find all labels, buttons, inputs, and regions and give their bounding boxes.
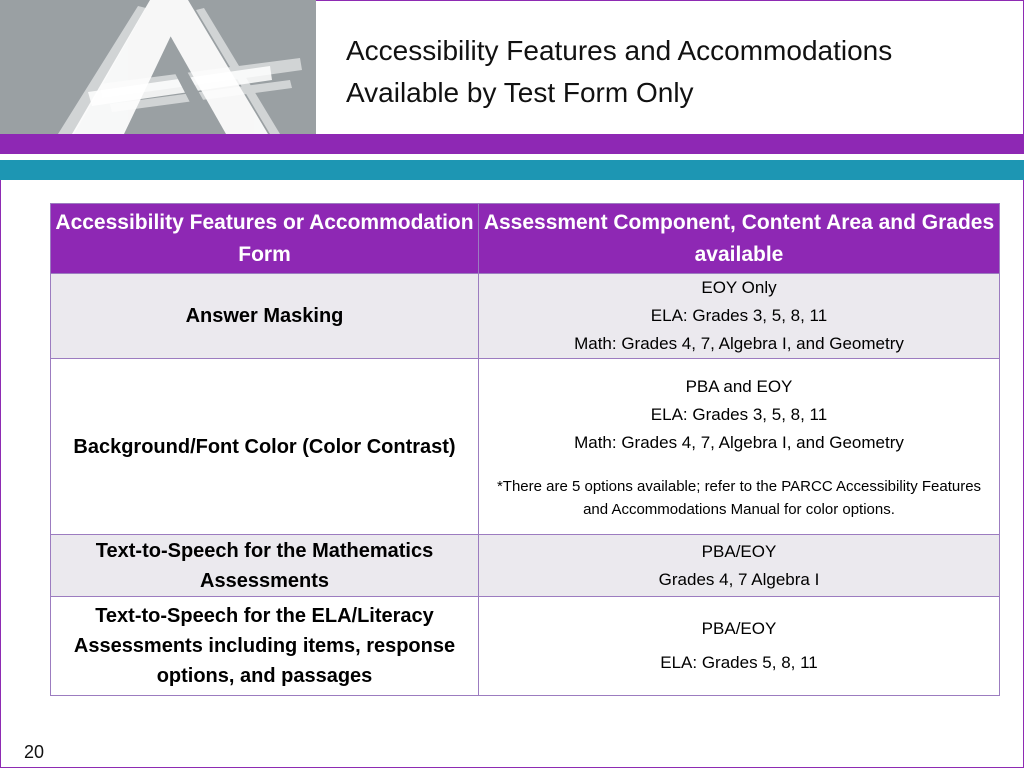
feature-cell: Text-to-Speech for the ELA/Literacy Assessments including items, response options, and passages: [51, 597, 479, 696]
title-line-1: Accessibility Features and Accommodations: [346, 35, 893, 66]
availability-line: Math: Grades 4, 7, Algebra I, and Geometry: [574, 334, 904, 353]
table-header-row: [51, 204, 1000, 274]
availability-line: PBA/EOY: [701, 619, 777, 638]
availability-line: Math: Grades 4, 7, Algebra I, and Geometry: [574, 432, 904, 452]
availability-line: PBA and EOY: [685, 376, 793, 396]
availability-line: EOY Only: [701, 278, 777, 297]
accommodations-table: [50, 203, 1000, 696]
availability-cell: [479, 274, 1000, 359]
logo-panel: [0, 0, 316, 134]
availability-line: ELA: Grades 3, 5, 8, 11: [650, 404, 828, 424]
header-feature: Accessibility Features or Accommodation Form: [51, 204, 479, 274]
teal-band: [0, 160, 1024, 180]
table-row: [51, 359, 1000, 535]
header-availability: Assessment Component, Content Area and Grades available: [479, 204, 1000, 274]
letter-a-brush-logo-icon: [0, 0, 316, 134]
availability-line: PBA/EOY: [701, 541, 777, 561]
purple-band: [0, 134, 1024, 154]
title-line-2: Available by Test Form Only: [346, 77, 694, 108]
color-options-note: *There are 5 options available; refer to the PARCC Accessibility Features and Accommodations Manual for color options.: [496, 477, 982, 518]
availability-cell: [479, 359, 1000, 535]
availability-line: ELA: Grades 3, 5, 8, 11: [650, 306, 828, 325]
feature-cell: Answer Masking: [51, 274, 479, 359]
feature-cell: Text-to-Speech for the Mathematics Assessments: [51, 535, 479, 597]
page-number: 20: [24, 742, 45, 762]
table-row: [51, 274, 1000, 359]
feature-cell: Background/Font Color (Color Contrast): [51, 359, 479, 535]
slide-title: [346, 30, 1006, 114]
availability-line: ELA: Grades 5, 8, 11: [660, 653, 818, 672]
table-row: [51, 535, 1000, 597]
availability-cell: [479, 535, 1000, 597]
availability-cell: [479, 597, 1000, 696]
availability-line: Grades 4, 7 Algebra I: [658, 569, 820, 589]
table-row: [51, 597, 1000, 696]
